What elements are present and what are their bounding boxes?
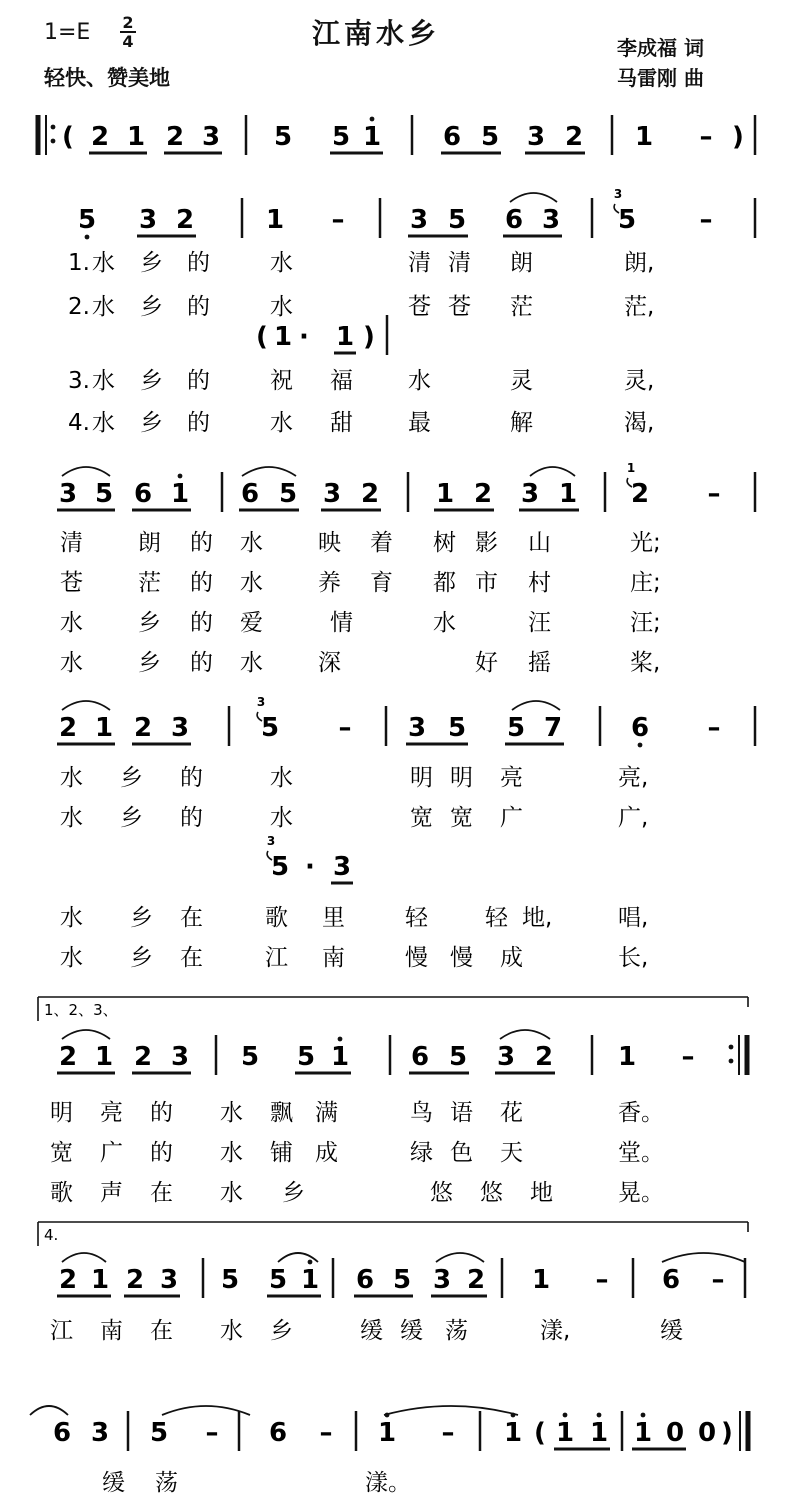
slur: [384, 1406, 518, 1415]
slur: [62, 467, 110, 476]
high-octave-dot: [641, 1413, 646, 1418]
lyric-syllable: 悠: [430, 1180, 453, 1206]
lyric-syllable: 乡: [130, 905, 153, 931]
slur: [278, 1253, 318, 1262]
lyric-syllable: 水: [270, 765, 293, 791]
note-digit: 1: [377, 1418, 397, 1448]
note-digit: 1: [330, 1042, 350, 1072]
lyric-syllable: 苍: [408, 294, 431, 320]
lyric-syllable: 水: [270, 294, 293, 320]
grace-note: 3: [613, 187, 623, 201]
lyric-syllable: 广: [100, 1140, 123, 1166]
note-digit: 5: [268, 1265, 288, 1295]
lyric-syllable: 水: [240, 650, 263, 676]
lyric-syllable: 声: [100, 1180, 123, 1206]
lyric-syllable: 语: [450, 1100, 473, 1126]
note-digit: 6: [410, 1042, 430, 1072]
note-digit: 6: [661, 1265, 681, 1295]
lyric-syllable: 亮: [500, 765, 523, 791]
note-digit: 3: [170, 1042, 190, 1072]
grace-note: 3: [256, 695, 266, 709]
lyric-syllable: 铺: [270, 1140, 293, 1166]
bracket-mark: ): [732, 122, 744, 152]
lyric-syllable: 宽: [50, 1140, 73, 1166]
slur: [512, 701, 560, 710]
note-digit: 5: [273, 122, 293, 152]
lyric-syllable: 花: [500, 1100, 523, 1126]
lyric-syllable: 广,: [618, 805, 649, 831]
time-signature-top: 2: [122, 13, 134, 32]
lyric-syllable: 乡: [140, 368, 163, 394]
lyric-syllable: 水: [220, 1140, 243, 1166]
note-digit: 5: [94, 479, 114, 509]
lyric-syllable: 成: [315, 1140, 338, 1166]
note-digit: 5: [270, 852, 290, 882]
note-digit: 1: [335, 322, 355, 352]
lyric-syllable: 绿: [410, 1140, 433, 1166]
note-digit: 1: [558, 479, 578, 509]
lyric-syllable: 成: [500, 945, 523, 971]
lyric-syllable: 4.: [68, 410, 90, 436]
lyric-syllable: 解: [510, 410, 533, 436]
note-digit: 2: [58, 1042, 78, 1072]
lyric-syllable: 天: [500, 1140, 523, 1166]
volta-label: 1、2、3、: [44, 1001, 118, 1019]
note-digit: 3: [90, 1418, 110, 1448]
lyric-syllable: 乡: [140, 294, 163, 320]
lyric-syllable: 水: [270, 410, 293, 436]
note-digit: 2: [133, 713, 153, 743]
note-digit: 1: [531, 1265, 551, 1295]
tempo-marking: 轻快、赞美地: [44, 66, 170, 90]
slur: [662, 1253, 745, 1262]
note-digit: 3: [332, 852, 352, 882]
high-octave-dot: [563, 1413, 568, 1418]
lyric-syllable: 朗: [138, 530, 161, 556]
lyric-syllable: 水: [270, 250, 293, 276]
note-digit: 5: [331, 122, 351, 152]
lyric-syllable: 灵,: [624, 368, 655, 394]
lyric-syllable: 里: [322, 905, 345, 931]
note-digit: 6: [442, 122, 462, 152]
note-digit: 1: [633, 1418, 653, 1448]
lyric-syllable: 地,: [522, 905, 553, 931]
lyric-syllable: 影: [475, 530, 498, 556]
note-digit: 1: [617, 1042, 637, 1072]
bracket-mark: (: [534, 1418, 546, 1448]
lyric-syllable: 香。: [618, 1100, 664, 1126]
lyric-syllable: 荡: [155, 1470, 178, 1496]
lyric-syllable: 南: [100, 1318, 123, 1344]
time-signature-bottom: 4: [122, 32, 134, 51]
lyric-syllable: 村: [528, 570, 551, 596]
note-digit: 2: [534, 1042, 554, 1072]
lyric-syllable: 满: [315, 1100, 338, 1126]
note-digit: 6: [240, 479, 260, 509]
note-digit: 0: [665, 1418, 685, 1448]
bracket-mark: (: [62, 122, 74, 152]
note-digit: 6: [355, 1265, 375, 1295]
lyric-syllable: 朗,: [624, 250, 655, 276]
note-digit: 5: [240, 1042, 260, 1072]
lyric-syllable: 乡: [282, 1180, 305, 1206]
note-digit: 1: [589, 1418, 609, 1448]
lyric-syllable: 的: [190, 610, 213, 636]
lyric-syllable: 慢: [450, 945, 473, 971]
lyric-syllable: 茫: [138, 570, 161, 596]
slur: [510, 193, 557, 202]
lyric-syllable: 光;: [630, 530, 661, 556]
note-digit: 1: [90, 1265, 110, 1295]
note-digit: 3: [541, 205, 561, 235]
lyric-syllable: 2.: [68, 294, 90, 320]
slur: [62, 1030, 110, 1039]
low-octave-dot: [85, 235, 90, 240]
slur: [436, 1253, 484, 1262]
high-octave-dot: [308, 1260, 313, 1265]
note-digit: 5: [480, 122, 500, 152]
lyric-syllable: 飘: [270, 1100, 293, 1126]
lyric-syllable: 乡: [120, 765, 143, 791]
lyric-syllable: 的: [190, 650, 213, 676]
lyric-syllable: 育: [370, 570, 393, 596]
note-digit: 3: [170, 713, 190, 743]
lyric-syllable: 色: [450, 1140, 473, 1166]
lyric-syllable: 山: [528, 530, 551, 556]
lyric-syllable: 悠: [480, 1180, 503, 1206]
note-digit: 1: [362, 122, 382, 152]
lyric-syllable: 乡: [140, 410, 163, 436]
slur: [62, 1253, 106, 1262]
note-digit: 3: [138, 205, 158, 235]
lyric-syllable: 的: [150, 1140, 173, 1166]
lyric-syllable: 茫: [510, 294, 533, 320]
lyric-syllable: 渴,: [624, 410, 655, 436]
lyric-syllable: 朗: [510, 250, 533, 276]
lyric-syllable: 缓: [360, 1318, 383, 1344]
slur: [30, 1406, 68, 1415]
lyric-syllable: 歌: [265, 905, 288, 931]
lyric-syllable: 长,: [618, 945, 649, 971]
lyric-syllable: 1.: [68, 250, 90, 276]
lyric-syllable: 轻: [405, 905, 428, 931]
lyric-syllable: 江: [265, 945, 288, 971]
slur: [530, 467, 575, 476]
lyric-syllable: 的: [187, 294, 210, 320]
lyric-syllable: 歌: [50, 1180, 73, 1206]
note-digit: 6: [504, 205, 524, 235]
note-digit: 6: [268, 1418, 288, 1448]
lyric-syllable: 水: [220, 1100, 243, 1126]
lyricist-credit: 李成福 词: [617, 36, 704, 60]
lyric-syllable: 慢: [405, 945, 428, 971]
lyric-syllable: 轻: [485, 905, 508, 931]
lyric-syllable: 养: [318, 570, 341, 596]
lyric-syllable: 水: [92, 250, 115, 276]
note-digit: 2: [175, 205, 195, 235]
lyric-syllable: 鸟: [410, 1100, 433, 1126]
lyric-syllable: 荡: [445, 1318, 468, 1344]
lyric-syllable: 的: [150, 1100, 173, 1126]
lyric-syllable: 苍: [448, 294, 471, 320]
note-digit: 2: [466, 1265, 486, 1295]
bracket-mark: (: [256, 322, 268, 352]
high-octave-dot: [338, 1037, 343, 1042]
lyric-syllable: 深: [318, 650, 341, 676]
dash-mark: –: [711, 1265, 725, 1295]
note-digit: 2: [125, 1265, 145, 1295]
note-digit: 6: [133, 479, 153, 509]
lyric-syllable: 广: [500, 805, 523, 831]
dash-mark: –: [707, 479, 721, 509]
dash-mark: –: [331, 205, 345, 235]
lyric-syllable: 的: [180, 805, 203, 831]
lyric-syllable: 乡: [138, 610, 161, 636]
note-digit: 1: [634, 122, 654, 152]
note-digit: 3: [496, 1042, 516, 1072]
lyric-syllable: 庄;: [630, 570, 661, 596]
lyric-syllable: 水: [220, 1180, 243, 1206]
lyric-syllable: 水: [220, 1318, 243, 1344]
note-digit: 2: [133, 1042, 153, 1072]
note-digit: 5: [77, 205, 97, 235]
lyric-syllable: 的: [190, 570, 213, 596]
key-signature: 1=E: [44, 20, 91, 45]
lyric-syllable: 漾。: [365, 1470, 411, 1496]
note-digit: 2: [564, 122, 584, 152]
lyric-syllable: 乡: [140, 250, 163, 276]
lyric-syllable: 祝: [270, 368, 293, 394]
note-digit: 5: [447, 713, 467, 743]
note-digit: 2: [58, 1265, 78, 1295]
low-octave-dot: [638, 743, 643, 748]
lyric-syllable: 宽: [450, 805, 473, 831]
lyric-syllable: 汪;: [630, 610, 661, 636]
note-digit: 5: [506, 713, 526, 743]
note-digit: 1: [94, 713, 114, 743]
lyric-syllable: 水: [60, 945, 83, 971]
lyric-syllable: 爱: [240, 610, 263, 636]
grace-note: 1: [626, 461, 636, 475]
lyric-syllable: 摇: [528, 650, 551, 676]
note-digit: 1: [503, 1418, 523, 1448]
song-title: 江南水乡: [312, 17, 441, 50]
lyric-syllable: 水: [60, 905, 83, 931]
note-digit: 5: [447, 205, 467, 235]
dash-mark: –: [205, 1418, 219, 1448]
lyric-syllable: 情: [330, 610, 353, 636]
repeat-dot: [729, 1045, 734, 1050]
dash-mark: –: [319, 1418, 333, 1448]
note-digit: 5: [220, 1265, 240, 1295]
lyric-syllable: 水: [270, 805, 293, 831]
lyric-syllable: 最: [408, 410, 431, 436]
high-octave-dot: [178, 474, 183, 479]
lyric-syllable: 乡: [130, 945, 153, 971]
note-digit: 1: [300, 1265, 320, 1295]
lyric-syllable: 清: [448, 250, 471, 276]
note-digit: 3: [520, 479, 540, 509]
dash-mark: –: [699, 205, 713, 235]
note-digit: 3: [58, 479, 78, 509]
lyric-syllable: 江: [50, 1318, 73, 1344]
lyric-syllable: 福: [330, 368, 353, 394]
lyric-syllable: 明: [410, 765, 433, 791]
bracket-mark: ): [363, 322, 375, 352]
lyric-syllable: 汪: [528, 610, 551, 636]
note-digit: 5: [260, 713, 280, 743]
composer-credit: 马雷刚 曲: [617, 66, 704, 90]
lyric-syllable: 好: [475, 650, 498, 676]
note-digit: 1: [435, 479, 455, 509]
lyric-syllable: 市: [475, 570, 498, 596]
lyric-syllable: 都: [433, 570, 456, 596]
lyric-syllable: 缓: [400, 1318, 423, 1344]
grace-note: 3: [266, 834, 276, 848]
lyric-syllable: 的: [180, 765, 203, 791]
volta-label: 4.: [44, 1226, 59, 1244]
note-digit: 5: [448, 1042, 468, 1072]
lyric-syllable: 水: [92, 368, 115, 394]
lyric-syllable: 水: [240, 530, 263, 556]
note-digit: 6: [52, 1418, 72, 1448]
note-digit: 1: [555, 1418, 575, 1448]
note-digit: ·: [305, 852, 315, 882]
note-digit: ·: [299, 322, 309, 352]
lyric-syllable: 缓: [660, 1318, 683, 1344]
bracket-mark: ): [721, 1418, 733, 1448]
lyric-syllable: 桨,: [630, 650, 661, 676]
dash-mark: –: [595, 1265, 609, 1295]
lyric-syllable: 在: [150, 1180, 173, 1206]
slur: [162, 1406, 250, 1415]
lyric-syllable: 的: [187, 410, 210, 436]
lyric-syllable: 的: [187, 368, 210, 394]
note-digit: 3: [409, 205, 429, 235]
lyric-syllable: 乡: [138, 650, 161, 676]
lyric-syllable: 亮,: [618, 765, 649, 791]
note-digit: 2: [473, 479, 493, 509]
note-digit: 1: [273, 322, 293, 352]
lyric-syllable: 晃。: [618, 1180, 664, 1206]
note-digit: 1: [94, 1042, 114, 1072]
note-digit: 0: [697, 1418, 717, 1448]
lyric-syllable: 明: [450, 765, 473, 791]
note-digit: 5: [392, 1265, 412, 1295]
lyric-syllable: 南: [322, 945, 345, 971]
lyric-syllable: 映: [318, 530, 341, 556]
high-octave-dot: [370, 117, 375, 122]
lyric-syllable: 灵: [510, 368, 533, 394]
lyric-syllable: 在: [180, 945, 203, 971]
note-digit: 5: [149, 1418, 169, 1448]
lyric-syllable: 3.: [68, 368, 90, 394]
dash-mark: –: [681, 1042, 695, 1072]
lyric-syllable: 着: [370, 530, 393, 556]
note-digit: 1: [126, 122, 146, 152]
lyric-syllable: 水: [60, 765, 83, 791]
lyric-syllable: 水: [408, 368, 431, 394]
lyric-syllable: 水: [60, 650, 83, 676]
note-digit: 5: [617, 205, 637, 235]
dash-mark: –: [699, 122, 713, 152]
high-octave-dot: [597, 1413, 602, 1418]
lyric-syllable: 在: [150, 1318, 173, 1344]
note-digit: 7: [543, 713, 563, 743]
lyric-syllable: 亮: [100, 1100, 123, 1126]
dash-mark: –: [707, 713, 721, 743]
lyric-syllable: 苍: [60, 570, 83, 596]
lyric-syllable: 漾,: [540, 1318, 571, 1344]
note-digit: 3: [159, 1265, 179, 1295]
note-digit: 6: [630, 713, 650, 743]
slur: [242, 467, 296, 476]
lyric-syllable: 水: [92, 410, 115, 436]
note-digit: 3: [201, 122, 221, 152]
lyric-syllable: 水: [240, 570, 263, 596]
lyric-syllable: 宽: [410, 805, 433, 831]
lyric-syllable: 清: [408, 250, 431, 276]
repeat-dot: [729, 1059, 734, 1064]
note-digit: 2: [360, 479, 380, 509]
note-digit: 3: [432, 1265, 452, 1295]
note-digit: 2: [58, 713, 78, 743]
lyric-syllable: 堂。: [618, 1140, 664, 1166]
note-digit: 1: [265, 205, 285, 235]
lyric-syllable: 明: [50, 1100, 73, 1126]
note-digit: 3: [322, 479, 342, 509]
lyric-syllable: 唱,: [618, 905, 649, 931]
lyric-syllable: 茫,: [624, 294, 655, 320]
lyric-syllable: 水: [433, 610, 456, 636]
note-digit: 1: [170, 479, 190, 509]
lyric-syllable: 的: [190, 530, 213, 556]
note-digit: 2: [165, 122, 185, 152]
slur: [500, 1030, 550, 1039]
lyric-syllable: 水: [60, 610, 83, 636]
lyric-syllable: 缓: [102, 1470, 125, 1496]
repeat-dot: [51, 139, 56, 144]
note-digit: 2: [90, 122, 110, 152]
note-digit: 3: [526, 122, 546, 152]
note-digit: 3: [407, 713, 427, 743]
note-digit: 2: [630, 479, 650, 509]
dash-mark: –: [338, 713, 352, 743]
lyric-syllable: 水: [60, 805, 83, 831]
note-digit: 5: [278, 479, 298, 509]
lyric-syllable: 在: [180, 905, 203, 931]
lyric-syllable: 地: [530, 1180, 553, 1206]
note-digit: 5: [296, 1042, 316, 1072]
repeat-dot: [51, 125, 56, 130]
lyric-syllable: 清: [60, 530, 83, 556]
lyric-syllable: 乡: [270, 1318, 293, 1344]
dash-mark: –: [441, 1418, 455, 1448]
lyric-syllable: 甜: [330, 410, 353, 436]
lyric-syllable: 水: [92, 294, 115, 320]
lyric-syllable: 树: [433, 530, 456, 556]
slur: [62, 701, 110, 710]
lyric-syllable: 的: [187, 250, 210, 276]
lyric-syllable: 乡: [120, 805, 143, 831]
